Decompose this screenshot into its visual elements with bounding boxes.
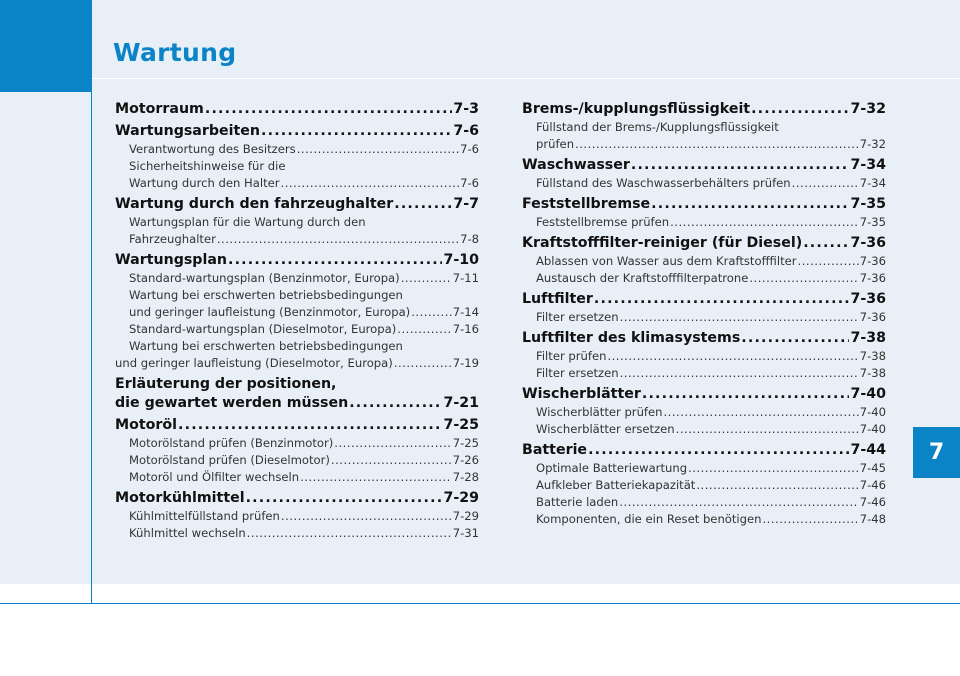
title-rule [92,78,960,79]
page-ref: 7-34 [859,176,886,190]
toc-section[interactable]: Brems-/kupplungsflüssigkeit ..... 7-32 [522,100,886,119]
toc-entry[interactable]: Motorölstand prüfen (Dieselmotor) ..... 7-26 [115,452,479,469]
dot-leader [297,141,459,158]
page-ref: 7-36 [859,310,886,324]
page-ref: 7-36 [850,291,886,307]
toc-section[interactable]: Feststellbremse ..... 7-35 [522,195,886,214]
dot-leader [607,348,858,365]
dot-leader [394,195,452,214]
footer-rule [0,603,960,604]
page-ref: 7-7 [453,196,479,212]
toc-section[interactable]: Wischerblätter ..... 7-40 [522,385,886,404]
toc-section[interactable]: die gewartet werden müssen ..... 7-21 [115,394,479,413]
toc-entry-line[interactable]: Sicherheitshinweise für die [129,159,286,173]
dot-leader [205,100,453,119]
dot-leader [228,251,442,270]
toc-section[interactable]: Waschwasser ..... 7-34 [522,156,886,175]
page-ref: 7-38 [859,349,886,363]
toc-entry[interactable]: Wartung durch den Halter ..... 7-6 [115,175,479,192]
toc-section[interactable]: Motoröl ..... 7-25 [115,416,479,435]
page-ref: 7-6 [460,142,479,156]
page-ref: 7-10 [443,252,479,268]
page-ref: 7-45 [859,461,886,475]
dot-leader [411,304,451,321]
dot-leader [642,385,850,404]
dot-leader [676,421,859,438]
page-ref: 7-32 [859,137,886,151]
toc-entry[interactable]: Ablassen von Wasser aus dem Kraftstofffilter ..... 7-36 [522,253,886,270]
page-ref: 7-29 [443,490,479,506]
page-ref: 7-28 [452,470,479,484]
dot-leader [792,175,859,192]
page-ref: 7-38 [859,366,886,380]
dot-leader [631,156,850,175]
toc-entry[interactable]: Standard-wartungsplan (Benzinmotor, Europa) ..... 7-11 [115,270,479,287]
dot-leader [300,469,452,486]
dot-leader [401,270,452,287]
dot-leader [394,355,452,372]
toc-entry[interactable]: Aufkleber Batteriekapazität ..... 7-46 [522,477,886,494]
dot-leader [331,452,452,469]
dot-leader [349,394,442,413]
toc-section[interactable]: Luftfilter des klimasystems ..... 7-38 [522,329,886,348]
page-ref: 7-40 [859,405,886,419]
dot-leader [651,195,849,214]
page-ref: 7-38 [850,330,886,346]
toc-section[interactable]: Kraftstofffilter-reiniger (für Diesel) ..... 7-36 [522,234,886,253]
toc-right-column [522,100,886,528]
toc-entry-line[interactable]: Wartung bei erschwerten betriebsbedingungen [129,288,403,302]
page-ref: 7-21 [443,395,479,411]
toc-entry[interactable]: Filter prüfen ..... 7-38 [522,348,886,365]
page-ref: 7-36 [859,254,886,268]
page-ref: 7-34 [850,157,886,173]
toc-entry[interactable]: Wischerblätter ersetzen ..... 7-40 [522,421,886,438]
dot-leader [281,508,452,525]
corner-accent-block [0,0,92,92]
toc-section[interactable]: Motorraum ..... 7-3 [115,100,479,119]
dot-leader [696,477,858,494]
page-ref: 7-48 [859,512,886,526]
toc-entry[interactable]: Motoröl und Ölfilter wechseln ..... 7-28 [115,469,479,486]
chapter-tab[interactable]: 7 [913,427,960,478]
toc-entry[interactable]: Batterie laden ..... 7-46 [522,494,886,511]
toc-section[interactable]: Wartung durch den fahrzeughalter ..... 7-7 [115,195,479,214]
toc-entry[interactable]: und geringer laufleistung (Benzinmotor, Europa) ..... 7-14 [115,304,479,321]
margin-rule [91,92,92,604]
dot-leader [670,214,859,231]
dot-leader [247,525,452,542]
page-ref: 7-26 [452,453,479,467]
dot-leader [620,365,859,382]
dot-leader [178,416,442,435]
page-ref: 7-25 [452,436,479,450]
toc-entry[interactable]: Filter ersetzen ..... 7-38 [522,365,886,382]
dot-leader [281,175,460,192]
dot-leader [749,270,858,287]
dot-leader [751,100,849,119]
toc-entry-line[interactable]: Wartung bei erschwerten betriebsbedingungen [129,339,403,353]
toc-entry[interactable]: Austausch der Kraftstofffilterpatrone ..... 7-36 [522,270,886,287]
dot-leader [594,290,850,309]
toc-section[interactable]: Luftfilter ..... 7-36 [522,290,886,309]
toc-entry[interactable]: Füllstand des Waschwasserbehälters prüfen ..... 7-34 [522,175,886,192]
dot-leader [246,489,443,508]
page-ref: 7-6 [460,176,479,190]
toc-entry[interactable]: Optimale Batteriewartung ..... 7-45 [522,460,886,477]
page-title: Wartung [113,38,237,67]
toc-entry[interactable]: Motorölstand prüfen (Benzinmotor) ..... 7-25 [115,435,479,452]
toc-entry[interactable]: Verantwortung des Besitzers ..... 7-6 [115,141,479,158]
dot-leader [334,435,451,452]
toc-entry[interactable]: Kühlmittel wechseln ..... 7-31 [115,525,479,542]
page-ref: 7-36 [859,271,886,285]
dot-leader [619,494,858,511]
dot-leader [217,231,459,248]
page-ref: 7-8 [460,232,479,246]
toc-entry-line[interactable]: Wartungsplan für die Wartung durch den [129,215,366,229]
dot-leader [741,329,849,348]
dot-leader [664,404,859,421]
page-ref: 7-35 [850,196,886,212]
page-ref: 7-25 [443,417,479,433]
toc-section-line[interactable]: Erläuterung der positionen, [115,376,337,392]
page-ref: 7-46 [859,478,886,492]
page-ref: 7-14 [452,305,479,319]
toc-entry[interactable]: Wischerblätter prüfen ..... 7-40 [522,404,886,421]
toc-entry[interactable]: Filter ersetzen ..... 7-36 [522,309,886,326]
page-ref: 7-16 [452,322,479,336]
dot-leader [763,511,859,528]
page-ref: 7-19 [452,356,479,370]
page-ref: 7-32 [850,101,886,117]
page-ref: 7-44 [850,442,886,458]
toc-entry[interactable]: Komponenten, die ein Reset benötigen ..... 7-48 [522,511,886,528]
dot-leader [798,253,859,270]
dot-leader [397,321,451,338]
toc-entry[interactable]: Fahrzeughalter ..... 7-8 [115,231,479,248]
dot-leader [261,122,452,141]
page-ref: 7-40 [859,422,886,436]
toc-section[interactable]: Batterie ..... 7-44 [522,441,886,460]
page-ref: 7-40 [850,386,886,402]
page-ref: 7-3 [453,101,479,117]
page-ref: 7-29 [452,509,479,523]
dot-leader [688,460,859,477]
dot-leader [588,441,849,460]
toc-entry[interactable]: Standard-wartungsplan (Dieselmotor, Europa) ..... 7-16 [115,321,479,338]
page-ref: 7-6 [453,123,479,139]
page-ref: 7-31 [452,526,479,540]
toc-entry-line[interactable]: Füllstand der Brems-/Kupplungsflüssigkeit [536,120,779,134]
toc-entry[interactable]: Feststellbremse prüfen ..... 7-35 [522,214,886,231]
toc-section[interactable]: Motorkühlmittel ..... 7-29 [115,489,479,508]
page-ref: 7-11 [452,271,479,285]
dot-leader [575,136,859,153]
toc-left-column [115,100,479,542]
page-ref: 7-35 [859,215,886,229]
dot-leader [803,234,849,253]
toc-section[interactable]: Wartungsarbeiten ..... 7-6 [115,122,479,141]
page-ref: 7-46 [859,495,886,509]
dot-leader [620,309,859,326]
toc-entry[interactable]: prüfen ..... 7-32 [522,136,886,153]
toc-entry[interactable]: Kühlmittelfüllstand prüfen ..... 7-29 [115,508,479,525]
toc-entry[interactable]: und geringer laufleistung (Dieselmotor, Europa) ..... 7-19 [115,355,479,372]
page-ref: 7-36 [850,235,886,251]
toc-section[interactable]: Wartungsplan ..... 7-10 [115,251,479,270]
